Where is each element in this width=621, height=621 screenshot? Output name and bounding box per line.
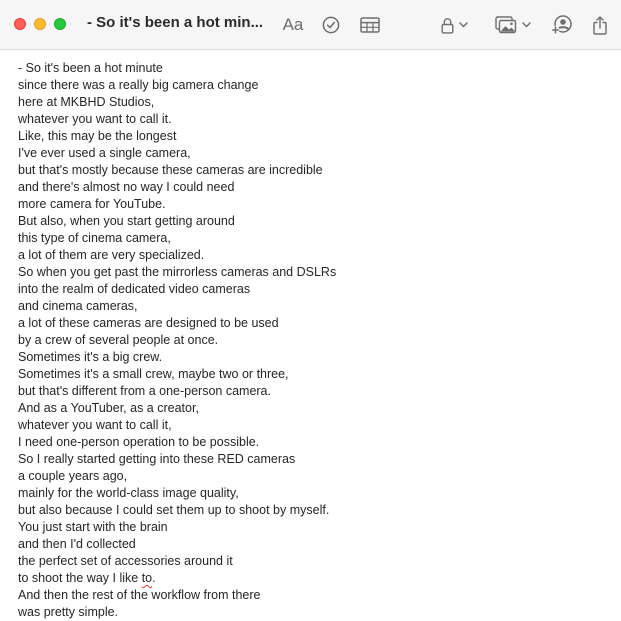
note-line: more camera for YouTube. bbox=[18, 197, 166, 211]
note-line: mainly for the world-class image quality, bbox=[18, 486, 239, 500]
note-line: - So it's been a hot minute bbox=[18, 61, 163, 75]
note-line: was pretty simple. bbox=[18, 605, 119, 619]
format-button[interactable] bbox=[280, 12, 306, 38]
minimize-window-button[interactable] bbox=[34, 18, 46, 30]
toolbar bbox=[0, 0, 621, 50]
media-menu-button[interactable] bbox=[493, 12, 533, 38]
note-line: whatever you want to call it. bbox=[18, 112, 172, 126]
note-line: I need one-person operation to be possible. bbox=[18, 435, 260, 449]
note-line: a couple years ago, bbox=[18, 469, 128, 483]
checklist-icon bbox=[322, 16, 340, 34]
table-button[interactable] bbox=[359, 12, 381, 38]
note-line: You just start with the brain bbox=[18, 520, 168, 534]
checklist-button[interactable] bbox=[320, 12, 342, 38]
note-line: and then I'd collected bbox=[18, 537, 136, 551]
share-button[interactable] bbox=[590, 12, 610, 38]
note-line: And then the rest of the workflow from there bbox=[18, 588, 261, 602]
lock-icon bbox=[441, 17, 454, 34]
note-line: and there's almost no way I could need bbox=[18, 180, 235, 194]
note-line: Like, this may be the longest bbox=[18, 129, 177, 143]
note-line: the perfect set of accessories around it bbox=[18, 554, 233, 568]
note-line: Sometimes it's a big crew. bbox=[18, 350, 163, 364]
note-body-text[interactable] bbox=[18, 60, 613, 621]
table-icon bbox=[360, 17, 380, 33]
close-window-button[interactable] bbox=[14, 18, 26, 30]
note-line: but that's different from a one-person camera. bbox=[18, 384, 271, 398]
note-line: by a crew of several people at once. bbox=[18, 333, 219, 347]
note-line: a lot of them are very specialized. bbox=[18, 248, 205, 262]
misspelled-word[interactable]: to bbox=[141, 571, 153, 585]
note-line: and cinema cameras, bbox=[18, 299, 138, 313]
line-prefix: to shoot the way I like bbox=[18, 571, 142, 585]
collaborate-icon bbox=[551, 15, 573, 35]
line-suffix: . bbox=[152, 571, 156, 585]
lock-menu-button[interactable] bbox=[436, 12, 472, 38]
note-title: - So it's been a hot min... bbox=[87, 14, 264, 31]
note-line: but also because I could set them up to shoot by myself. bbox=[18, 503, 330, 517]
note-line: whatever you want to call it, bbox=[18, 418, 172, 432]
note-line: into the realm of dedicated video cameras bbox=[18, 282, 251, 296]
note-line: So when you get past the mirrorless cameras and DSLRs bbox=[18, 265, 337, 279]
collaborate-button[interactable] bbox=[550, 12, 574, 38]
format-icon: Aa bbox=[282, 15, 304, 34]
note-line: But also, when you start getting around bbox=[18, 214, 235, 228]
note-line: a lot of these cameras are designed to be used bbox=[18, 316, 279, 330]
note-line: this type of cinema camera, bbox=[18, 231, 171, 245]
chevron-down-icon bbox=[522, 22, 531, 28]
note-line bbox=[18, 570, 613, 587]
note-line: here at MKBHD Studios, bbox=[18, 95, 155, 109]
chevron-down-icon bbox=[459, 22, 468, 28]
note-line: I've ever used a single camera, bbox=[18, 146, 191, 160]
zoom-window-button[interactable] bbox=[54, 18, 66, 30]
note-line: Sometimes it's a small crew, maybe two or three, bbox=[18, 367, 289, 381]
note-line: So I really started getting into these RED cameras bbox=[18, 452, 296, 466]
note-line: And as a YouTuber, as a creator, bbox=[18, 401, 199, 415]
note-line: since there was a really big camera change bbox=[18, 78, 259, 92]
share-icon bbox=[593, 16, 607, 35]
media-icon bbox=[495, 16, 517, 34]
note-line: but that's mostly because these cameras are incredible bbox=[18, 163, 323, 177]
